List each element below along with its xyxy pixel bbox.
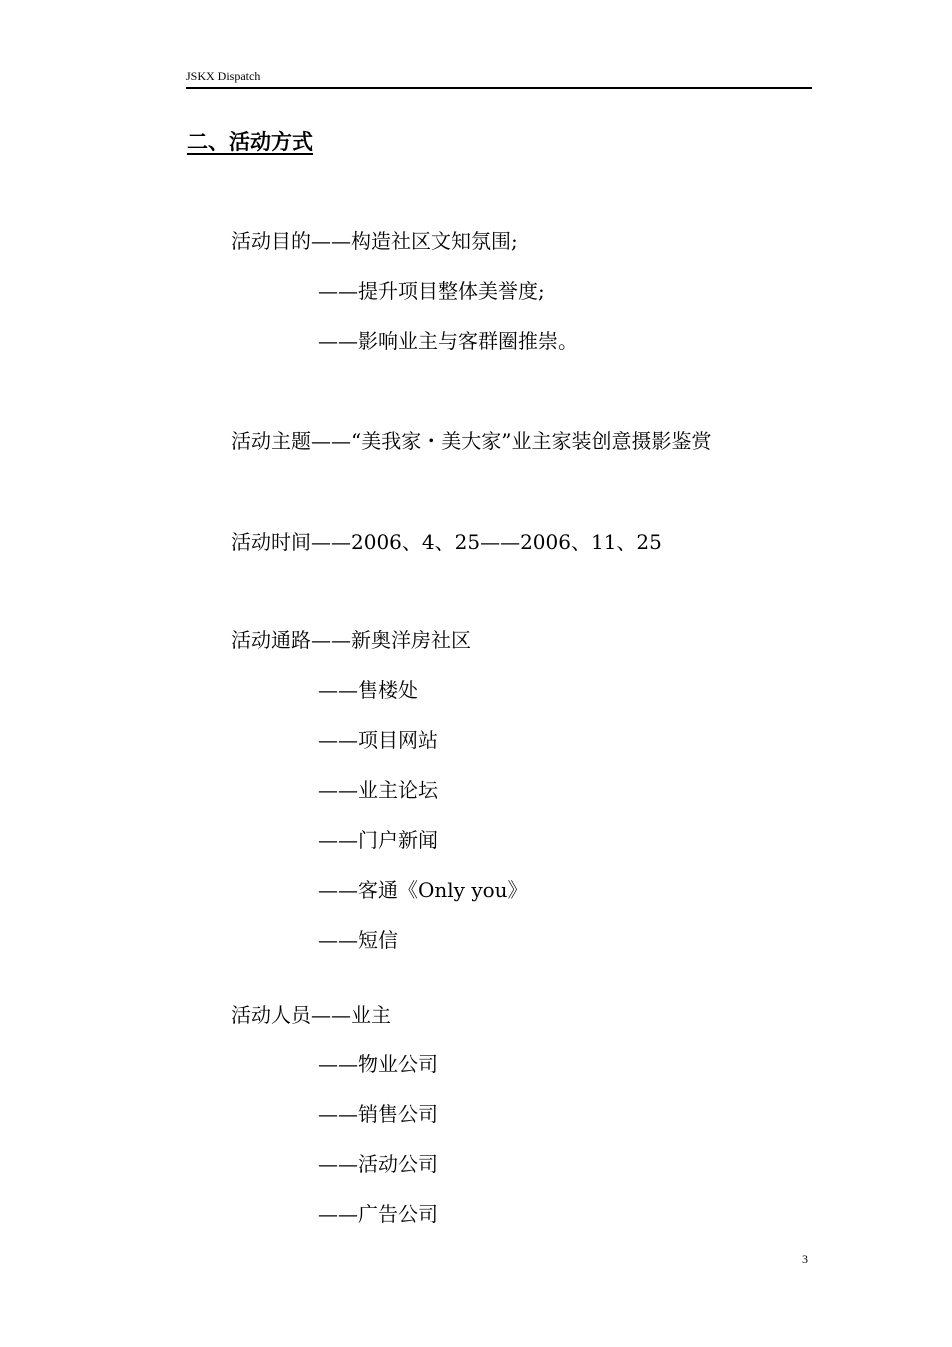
staff-item: ——广告公司 (318, 1202, 438, 1226)
staff-item: ——物业公司 (318, 1052, 438, 1076)
page-header (186, 69, 812, 89)
header-text: JSKX Dispatch (186, 69, 261, 83)
channel-item: ——业主论坛 (318, 778, 438, 802)
channel-item: ——售楼处 (318, 678, 418, 702)
staff-label: 活动人员——业主 (231, 1003, 391, 1027)
section-title: 二、活动方式 (187, 129, 313, 154)
theme-label: 活动主题——“美我家・美大家”业主家装创意摄影鉴赏 (231, 429, 712, 453)
purpose-item: ——提升项目整体美誉度; (318, 279, 545, 303)
channel-item: ——项目网站 (318, 728, 438, 752)
staff-item: ——销售公司 (318, 1102, 438, 1126)
channel-item: ——短信 (318, 928, 398, 952)
channel-item: ——门户新闻 (318, 828, 438, 852)
time-label: 活动时间——2006、4、25——2006、11、25 (231, 530, 662, 554)
purpose-item: ——影响业主与客群圈推崇。 (318, 329, 578, 353)
channel-item: ——客通《Only you》 (318, 878, 528, 902)
purpose-label: 活动目的——构造社区文知氛围; (231, 229, 518, 253)
page-number: 3 (802, 1252, 808, 1266)
staff-item: ——活动公司 (318, 1152, 438, 1176)
channel-label: 活动通路——新奥洋房社区 (231, 628, 471, 652)
